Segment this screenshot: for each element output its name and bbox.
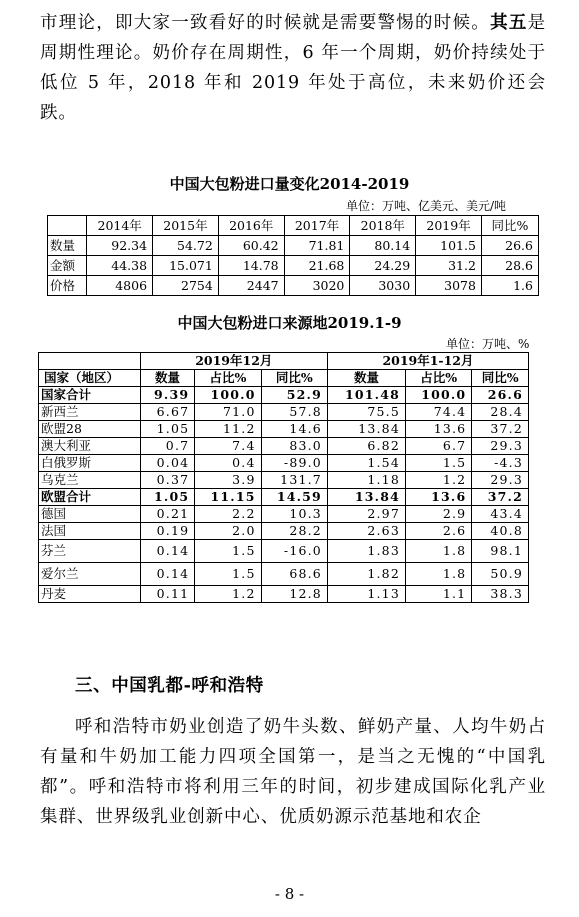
table-cell: 71.0 xyxy=(195,404,261,421)
table-row xyxy=(48,236,539,256)
table-cell: 1.54 xyxy=(327,455,405,472)
intro-text-2: 是周期性理论。奶价存在周期性，6 年一个周期，奶价持续处于低位 5 年，2018 年和 2019 年处于高位，未来奶价还会跌。 xyxy=(40,13,546,123)
table-cell: 14.78 xyxy=(218,256,284,276)
table-cell: 101.5 xyxy=(416,236,482,256)
table-cell: 3030 xyxy=(350,276,416,296)
page-number: - 8 - xyxy=(274,885,305,903)
table-cell: 29.3 xyxy=(472,438,529,455)
column-header: 数量 xyxy=(140,370,195,387)
blank-cell xyxy=(39,353,141,370)
table-cell: 10.3 xyxy=(261,506,327,523)
table-cell: 131.7 xyxy=(261,472,327,489)
table-cell: 37.2 xyxy=(472,421,529,438)
table-cell: 2.2 xyxy=(195,506,261,523)
group-header: 2019年12月 xyxy=(140,353,327,370)
table-cell: 0.04 xyxy=(140,455,195,472)
table-cell: 57.8 xyxy=(261,404,327,421)
table-cell: 1.5 xyxy=(406,455,472,472)
table-cell: 60.42 xyxy=(218,236,284,256)
table-cell: 1.8 xyxy=(406,540,472,563)
table-cell: 1.2 xyxy=(195,586,261,603)
table-cell: 1.83 xyxy=(327,540,405,563)
table-cell: 13.6 xyxy=(406,421,472,438)
table-cell: 1.82 xyxy=(327,563,405,586)
table-cell: 54.72 xyxy=(153,236,219,256)
table2-title: 中国大包粉进口来源地2019.1-9 xyxy=(177,314,402,332)
section-paragraph xyxy=(40,712,546,832)
table-cell: 7.4 xyxy=(195,438,261,455)
table-cell: 0.14 xyxy=(140,563,195,586)
table2-unit: 单位：万吨、% xyxy=(446,337,530,351)
table-row xyxy=(39,563,529,586)
row-label: 芬兰 xyxy=(39,540,141,563)
column-header: 2014年 xyxy=(87,216,153,236)
table-cell: 1.1 xyxy=(406,586,472,603)
column-header: 同比% xyxy=(481,216,538,236)
import-source-table xyxy=(38,352,529,603)
table-cell: 6.7 xyxy=(406,438,472,455)
table-cell: 13.84 xyxy=(327,489,405,506)
table-cell: 92.34 xyxy=(87,236,153,256)
table-row xyxy=(39,404,529,421)
table1-title: 中国大包粉进口量变化2014-2019 xyxy=(169,175,410,193)
table-cell: 11.15 xyxy=(195,489,261,506)
column-header: 占比% xyxy=(195,370,261,387)
column-header: 2015年 xyxy=(153,216,219,236)
table-cell: 24.29 xyxy=(350,256,416,276)
section-heading: 三、中国乳都-呼和浩特 xyxy=(75,676,264,696)
intro-bold: 其五 xyxy=(490,13,528,33)
table-cell: 37.2 xyxy=(472,489,529,506)
table-cell: 1.18 xyxy=(327,472,405,489)
group-header-row xyxy=(39,353,529,370)
table-cell: 43.4 xyxy=(472,506,529,523)
table-cell: 11.2 xyxy=(195,421,261,438)
table-cell: 2447 xyxy=(218,276,284,296)
table-cell: 0.19 xyxy=(140,523,195,540)
column-header: 2019年 xyxy=(416,216,482,236)
table-cell: 13.6 xyxy=(406,489,472,506)
import-volume-table xyxy=(47,215,539,296)
column-header: 2017年 xyxy=(284,216,350,236)
row-label: 价格 xyxy=(48,276,87,296)
table-cell: 26.6 xyxy=(472,387,529,404)
table-cell: 83.0 xyxy=(261,438,327,455)
column-header: 国家（地区） xyxy=(39,370,141,387)
row-label: 国家合计 xyxy=(39,387,141,404)
row-label: 白俄罗斯 xyxy=(39,455,141,472)
table-cell: 0.11 xyxy=(140,586,195,603)
row-label: 新西兰 xyxy=(39,404,141,421)
row-label: 爱尔兰 xyxy=(39,563,141,586)
table-cell: 0.4 xyxy=(195,455,261,472)
table-cell: 29.3 xyxy=(472,472,529,489)
table-cell: 0.7 xyxy=(140,438,195,455)
table-row xyxy=(39,540,529,563)
table-row xyxy=(39,438,529,455)
table-cell: 15.071 xyxy=(153,256,219,276)
table-cell: 28.2 xyxy=(261,523,327,540)
table-cell: 0.21 xyxy=(140,506,195,523)
group-header: 2019年1-12月 xyxy=(327,353,528,370)
table-cell: 101.48 xyxy=(327,387,405,404)
table-cell: 1.05 xyxy=(140,489,195,506)
row-label: 丹麦 xyxy=(39,586,141,603)
table-row xyxy=(48,256,539,276)
table-cell: 1.05 xyxy=(140,421,195,438)
table-row xyxy=(39,421,529,438)
table-cell: 68.6 xyxy=(261,563,327,586)
row-label: 德国 xyxy=(39,506,141,523)
table-row xyxy=(39,586,529,603)
table-cell: 74.4 xyxy=(406,404,472,421)
table-row xyxy=(39,506,529,523)
table-cell: 2.0 xyxy=(195,523,261,540)
table-cell: 38.3 xyxy=(472,586,529,603)
column-header: 2018年 xyxy=(350,216,416,236)
table-row xyxy=(39,455,529,472)
row-label: 数量 xyxy=(48,236,87,256)
table-cell: 0.37 xyxy=(140,472,195,489)
row-label: 乌克兰 xyxy=(39,472,141,489)
table-cell: 1.5 xyxy=(195,540,261,563)
table-row xyxy=(39,523,529,540)
table-cell: 2.6 xyxy=(406,523,472,540)
intro-paragraph xyxy=(40,8,546,128)
table-cell: -16.0 xyxy=(261,540,327,563)
table-cell: 1.8 xyxy=(406,563,472,586)
row-label: 欧盟合计 xyxy=(39,489,141,506)
table-cell: 6.82 xyxy=(327,438,405,455)
table-header-row xyxy=(48,216,539,236)
table-cell: 6.67 xyxy=(140,404,195,421)
column-header: 同比% xyxy=(472,370,529,387)
table-cell: 1.6 xyxy=(481,276,538,296)
table-header-row xyxy=(39,370,529,387)
row-label: 金额 xyxy=(48,256,87,276)
column-header: 数量 xyxy=(327,370,405,387)
table-cell: 1.13 xyxy=(327,586,405,603)
table-cell: 52.9 xyxy=(261,387,327,404)
column-header: 占比% xyxy=(406,370,472,387)
table-cell: 28.4 xyxy=(472,404,529,421)
intro-text-1: 市理论，即大家一致看好的时候就是需要警惕的时候。 xyxy=(40,13,491,33)
table-cell: -4.3 xyxy=(472,455,529,472)
table-cell: 2.63 xyxy=(327,523,405,540)
table-cell: 50.9 xyxy=(472,563,529,586)
table-row xyxy=(39,387,529,404)
table-row xyxy=(48,276,539,296)
table1-unit: 单位：万吨、亿美元、美元/吨 xyxy=(346,199,507,213)
table-cell: 3.9 xyxy=(195,472,261,489)
table-cell: 75.5 xyxy=(327,404,405,421)
table-cell: 31.2 xyxy=(416,256,482,276)
table-cell: 21.68 xyxy=(284,256,350,276)
table-cell: 100.0 xyxy=(406,387,472,404)
table-cell: 40.8 xyxy=(472,523,529,540)
table-cell: 71.81 xyxy=(284,236,350,256)
table-cell: 26.6 xyxy=(481,236,538,256)
table-cell: 98.1 xyxy=(472,540,529,563)
row-label: 法国 xyxy=(39,523,141,540)
table-cell: 12.8 xyxy=(261,586,327,603)
section-text: 呼和浩特市奶业创造了奶牛头数、鲜奶产量、人均牛奶占有量和牛奶加工能力四项全国第一，是当之无愧的“中国乳都”。呼和浩特市将利用三年的时间，初步建成国际化乳产业集群、世界级乳业创新中心、优质奶源示范基地和农企 xyxy=(40,717,546,827)
table-cell: 2.97 xyxy=(327,506,405,523)
table-cell: 44.38 xyxy=(87,256,153,276)
column-header xyxy=(48,216,87,236)
column-header: 同比% xyxy=(261,370,327,387)
table-cell: 14.59 xyxy=(261,489,327,506)
table-cell: 3078 xyxy=(416,276,482,296)
table-cell: 2754 xyxy=(153,276,219,296)
table-cell: 14.6 xyxy=(261,421,327,438)
table-cell: 9.39 xyxy=(140,387,195,404)
table-cell: 13.84 xyxy=(327,421,405,438)
row-label: 澳大利亚 xyxy=(39,438,141,455)
table-cell: 100.0 xyxy=(195,387,261,404)
table-cell: 2.9 xyxy=(406,506,472,523)
table-cell: -89.0 xyxy=(261,455,327,472)
table-cell: 1.5 xyxy=(195,563,261,586)
table-row xyxy=(39,489,529,506)
table-cell: 28.6 xyxy=(481,256,538,276)
row-label: 欧盟28 xyxy=(39,421,141,438)
table-cell: 3020 xyxy=(284,276,350,296)
column-header: 2016年 xyxy=(218,216,284,236)
table-cell: 0.14 xyxy=(140,540,195,563)
table-cell: 80.14 xyxy=(350,236,416,256)
table-row xyxy=(39,472,529,489)
table-cell: 4806 xyxy=(87,276,153,296)
table-cell: 1.2 xyxy=(406,472,472,489)
